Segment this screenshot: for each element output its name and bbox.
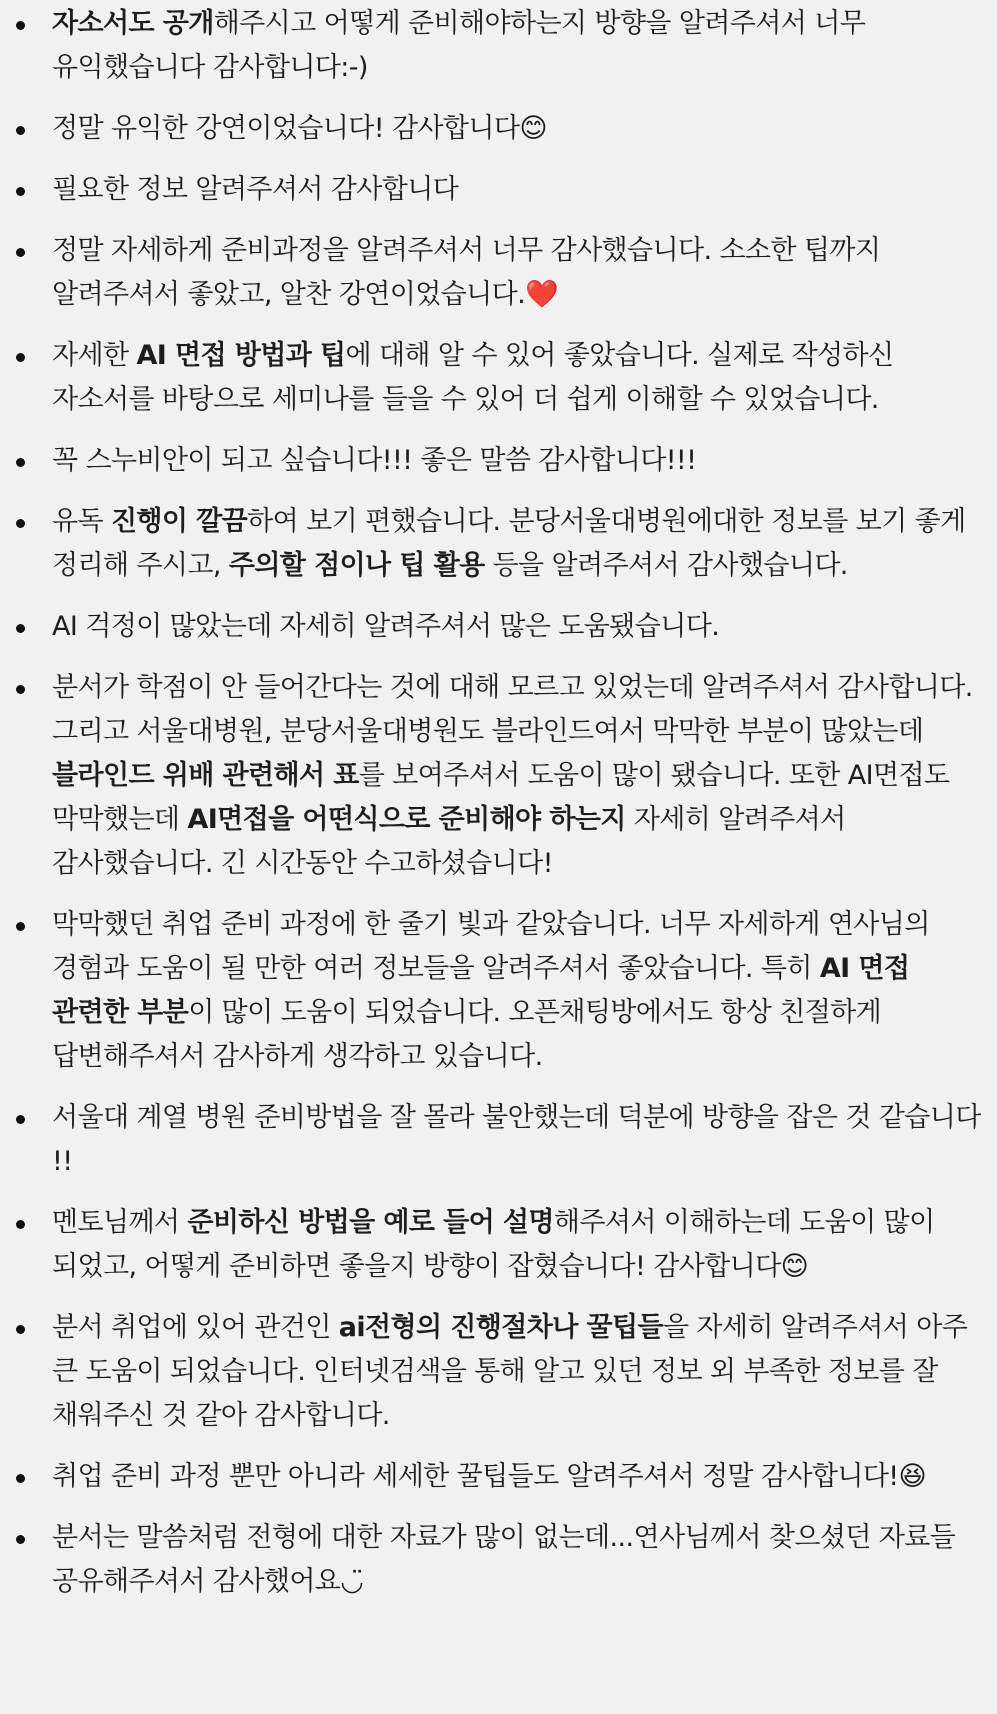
review-text: 를 보여주셔서 도움이 많이 됐습니다. 또한 AI면접도 막막했는데 bbox=[52, 760, 950, 835]
review-text: 을 자세히 알려주셔서 아주 큰 도움이 되었습니다. 인터넷검색을 통해 알고 있던 정보 외 부족한 정보를 잘 채워주신 것 같아 감사합니다. bbox=[52, 1312, 968, 1431]
bullet-icon bbox=[16, 685, 25, 694]
bullet-icon bbox=[16, 1535, 25, 1544]
review-text: 취업 준비 과정 뿐만 아니라 세세한 꿀팁들도 알려주셔서 정말 감사합니다!😆 bbox=[52, 1461, 927, 1492]
review-item bbox=[0, 1516, 997, 1604]
review-text: 해주시고 어떻게 준비해야하는지 방향을 알려주셔서 너무 유익했습니다 감사합니다:-) bbox=[52, 8, 866, 83]
review-text: 이 많이 도움이 되었습니다. 오픈채팅방에서도 항상 친절하게 답변해주셔서 감사하게 생각하고 있습니다. bbox=[52, 997, 882, 1072]
review-item bbox=[0, 605, 997, 649]
review-highlight-text: 자소서도 공개 bbox=[52, 8, 214, 39]
review-text: 꼭 스누비안이 되고 싶습니다!!! 좋은 말씀 감사합니다!!! bbox=[52, 445, 697, 476]
review-item bbox=[0, 903, 997, 1079]
review-text: 멘토님께서 bbox=[52, 1207, 188, 1238]
review-item bbox=[0, 1201, 997, 1289]
review-highlight-text: ai전형의 진행절차나 꿀팁들 bbox=[338, 1312, 663, 1343]
review-item bbox=[0, 500, 997, 588]
review-item bbox=[0, 2, 997, 90]
review-text: 유독 bbox=[52, 506, 111, 537]
review-item bbox=[0, 229, 997, 317]
review-text: 막막했던 취업 준비 과정에 한 줄기 빛과 같았습니다. 너무 자세하게 연사님의 경험과 도움이 될 만한 여러 정보들을 알려주셔서 좋았습니다. 특히 bbox=[52, 909, 930, 984]
bullet-icon bbox=[16, 1115, 25, 1124]
review-item bbox=[0, 666, 997, 886]
review-text: 등을 알려주셔서 감사했습니다. bbox=[484, 550, 848, 581]
review-item bbox=[0, 334, 997, 422]
bullet-icon bbox=[16, 248, 25, 257]
bullet-icon bbox=[16, 21, 25, 30]
review-text: 자세한 bbox=[52, 340, 137, 371]
review-text: 분서가 학점이 안 들어간다는 것에 대해 모르고 있었는데 알려주셔서 감사합니다. 그리고 서울대병원, 분당서울대병원도 블라인드여서 막막한 부분이 많았는데 bbox=[52, 672, 973, 747]
bullet-icon bbox=[16, 187, 25, 196]
review-item bbox=[0, 1096, 997, 1184]
bullet-icon bbox=[16, 353, 25, 362]
review-text: 하여 보기 편했습니다. 분당서울대병원에대한 정보를 보기 좋게 정리해 주시고, bbox=[52, 506, 966, 581]
review-text: 분서 취업에 있어 관건인 bbox=[52, 1312, 339, 1343]
review-highlight-text: 진행이 깔끔 bbox=[110, 506, 248, 537]
review-text: 정말 유익한 강연이었습니다! 감사합니다😊 bbox=[52, 113, 547, 144]
review-highlight-text: 주의할 점이나 팁 활용 bbox=[228, 550, 485, 581]
bullet-icon bbox=[16, 458, 25, 467]
review-item bbox=[0, 439, 997, 483]
review-highlight-text: 블라인드 위배 관련해서 표 bbox=[52, 760, 359, 791]
bullet-icon bbox=[16, 126, 25, 135]
review-highlight-text: AI 면접 관련한 부분 bbox=[52, 953, 910, 1028]
review-text: 정말 자세하게 준비과정을 알려주셔서 너무 감사했습니다. 소소한 팁까지 알려주셔서 좋았고, 알찬 강연이었습니다.❤️ bbox=[52, 235, 881, 310]
review-text: 에 대해 알 수 있어 좋았습니다. 실제로 작성하신 자소서를 바탕으로 세미나를 들을 수 있어 더 쉽게 이해할 수 있었습니다. bbox=[52, 340, 894, 415]
bullet-icon bbox=[16, 519, 25, 528]
review-item bbox=[0, 168, 997, 212]
review-text: 자세히 알려주셔서 감사했습니다. 긴 시간동안 수고하셨습니다! bbox=[52, 804, 846, 879]
bullet-icon bbox=[16, 1474, 25, 1483]
review-item bbox=[0, 1306, 997, 1438]
review-text: 필요한 정보 알려주셔서 감사합니다 bbox=[52, 174, 459, 205]
bullet-icon bbox=[16, 1220, 25, 1229]
review-highlight-text: AI면접을 어떤식으로 준비해야 하는지 bbox=[187, 804, 626, 835]
bullet-icon bbox=[16, 922, 25, 931]
review-item bbox=[0, 1455, 997, 1499]
review-item bbox=[0, 107, 997, 151]
review-text: 서울대 계열 병원 준비방법을 잘 몰라 불안했는데 덕분에 방향을 잡은 것 같습니다 !! bbox=[52, 1102, 981, 1177]
review-highlight-text: 준비하신 방법을 예로 들어 설명 bbox=[187, 1207, 554, 1238]
review-text: 분서는 말씀처럼 전형에 대한 자료가 많이 없는데...연사님께서 찾으셨던 자료들 공유해주셔서 감사했어요◡̈ bbox=[52, 1522, 956, 1597]
review-highlight-text: AI 면접 방법과 팁 bbox=[136, 340, 346, 371]
bullet-icon bbox=[16, 624, 25, 633]
bullet-icon bbox=[16, 1325, 25, 1334]
review-text: AI 걱정이 많았는데 자세히 알려주셔서 많은 도움됐습니다. bbox=[52, 611, 720, 642]
review-text: 해주셔서 이해하는데 도움이 많이 되었고, 어떻게 준비하면 좋을지 방향이 잡혔습니다! 감사합니다😊 bbox=[52, 1207, 935, 1282]
